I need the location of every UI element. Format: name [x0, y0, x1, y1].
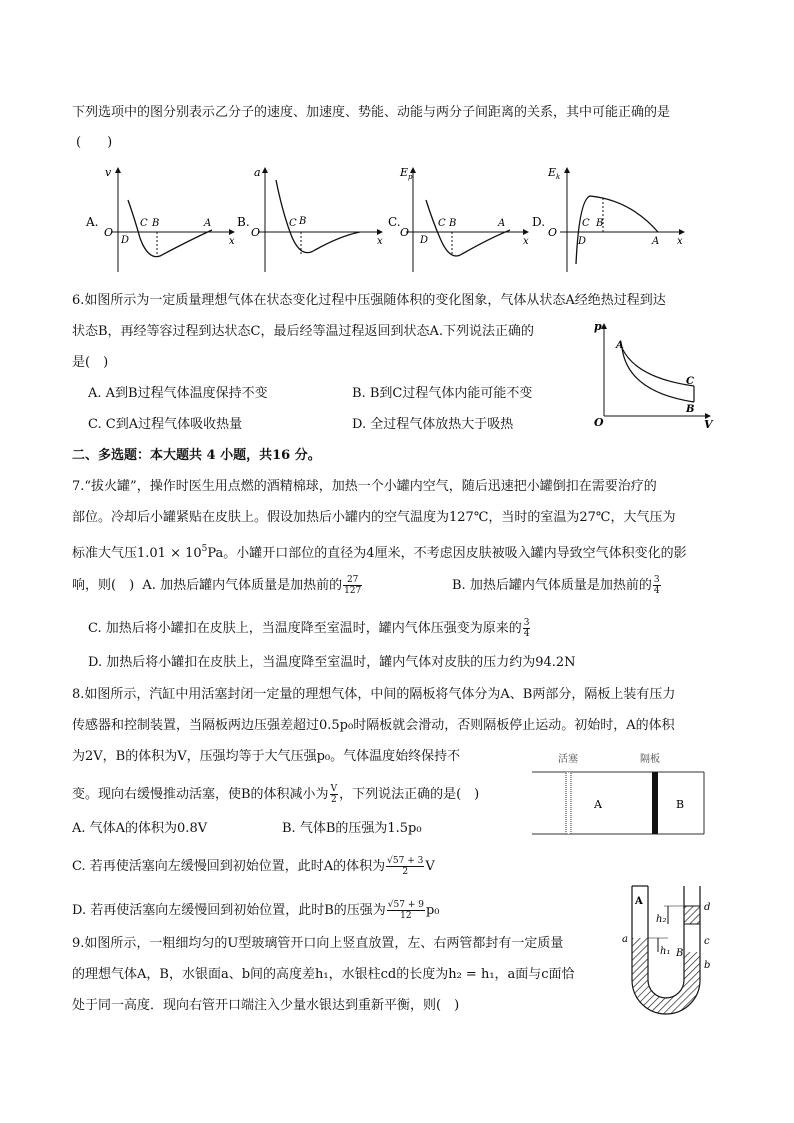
- svg-text:O: O: [594, 416, 604, 429]
- q8-line2: 传感器和控制装置，当隔板两边压强差超过0.5p₀时隔板就会滑动，否则隔板停止运动。初始时，A的体积: [72, 718, 675, 733]
- q8-line3: 为2V，B的体积为V，压强均等于大气压强p₀。气体温度始终保持不: [72, 749, 461, 764]
- svg-text:C: C: [140, 218, 148, 229]
- q8-line1: 8.如图所示，汽缸中用活塞封闭一定量的理想气体，中间的隔板将气体分为A、B两部分，隔板上装有压力: [72, 687, 676, 702]
- svg-text:B: B: [449, 218, 457, 229]
- svg-text:O: O: [400, 226, 410, 239]
- svg-text:C: C: [438, 218, 446, 229]
- svg-text:D: D: [420, 235, 429, 246]
- q8-option-a: A. 气体A的体积为0.8V: [72, 821, 208, 836]
- svg-text:C: C: [582, 218, 590, 229]
- divider-label: 隔板: [640, 754, 660, 765]
- svg-text:O: O: [104, 226, 114, 239]
- q6-option-c: C. C到A过程气体吸收热量: [88, 417, 243, 432]
- svg-text:A: A: [204, 218, 212, 229]
- q7-option-d: D. 加热后将小罐扣在皮肤上，当温度降至室温时，罐内气体对皮肤的压力约为94.2N: [88, 655, 576, 670]
- graph-b-acceleration: [237, 166, 383, 272]
- svg-text:x: x: [523, 236, 529, 247]
- svg-text:x: x: [229, 236, 235, 247]
- q8-option-b: B. 气体B的压强为1.5p₀: [282, 821, 422, 836]
- q6-line3: 是( ): [72, 355, 109, 370]
- piston: [566, 772, 571, 834]
- option-b-label: B.: [237, 215, 250, 229]
- q9-line1: 9.如图所示，一粗细均匀的U型玻璃管开口向上竖直放置，左、右两管都封有一定质量: [72, 936, 564, 951]
- q8-cylinder-figure: [528, 748, 728, 848]
- svg-text:O: O: [548, 226, 558, 239]
- q9-line2: 的理想气体A，B，水银面a、b间的高度差h₁，水银柱cd的长度为h₂ = h₁，a面与c面恰: [72, 967, 575, 982]
- section-2-heading: 二、多选题：本大题共 4 小题，共16 分。: [72, 448, 321, 463]
- svg-text:v: v: [105, 166, 112, 179]
- svg-text:b: b: [704, 960, 711, 971]
- q7-option-a: A. 加热后罐内气体质量是加热前的: [142, 578, 343, 593]
- svg-text:Ek: $E_k$: [548, 166, 561, 181]
- svg-text:A: A: [594, 798, 602, 811]
- q6-option-b: B. B到C过程气体内能可能不变: [352, 386, 533, 401]
- svg-text:D: D: [121, 235, 130, 246]
- svg-text:B: B: [676, 798, 685, 811]
- q7-line1: 7.“拔火罐”，操作时医生用点燃的酒精棉球，加热一个小罐内空气，随后迅速把小罐倒扣在需要治疗的: [72, 479, 657, 494]
- svg-text:c: c: [704, 936, 710, 947]
- svg-text:A: A: [652, 236, 660, 247]
- svg-text:a: a: [254, 166, 261, 179]
- piston-label: 活塞: [558, 754, 578, 765]
- svg-text:A: A: [498, 218, 506, 229]
- svg-text:a: a: [622, 934, 628, 945]
- svg-text:x: x: [377, 236, 383, 247]
- q7-line3: 标准大气压$1.01 \times 10^5Pa$。小罐开口部位的直径为4厘米，不考虑因皮肤被吸入罐内导致空气体积变化的影: [72, 544, 687, 561]
- option-d-label: D.: [532, 215, 546, 229]
- q6-line1: 6.如图所示为一定质量理想气体在状态变化过程中压强随体积的变化图象，气体从状态A经绝热过程到达: [72, 293, 666, 308]
- graph-d-kinetic-energy: [532, 166, 684, 272]
- graph-a-velocity: [85, 166, 235, 272]
- svg-text:B: B: [686, 404, 695, 415]
- q6-option-a: A. A到B过程气体温度保持不变: [88, 386, 268, 401]
- graph-c-potential-energy: [388, 166, 529, 272]
- q8-option-c: C. 若再使活塞向左缓慢回到初始位置，此时A的体积为 $\frac{√57 + 3}{2}$ V: [72, 856, 435, 877]
- svg-text:h₂: h₂: [656, 914, 667, 925]
- svg-text:D: D: [578, 236, 587, 247]
- svg-text:A: A: [616, 340, 624, 351]
- svg-text:h₁: h₁: [660, 946, 671, 957]
- q6-line2: 状态B，再经等容过程到达状态C，最后经等温过程返回到状态A.下列说法正确的: [72, 324, 535, 339]
- q5-stem: 下列选项中的图分别表示乙分子的速度、加速度、势能、动能与两分子间距离的关系，其中可能正确的是: [72, 105, 671, 120]
- q9-line3: 处于同一高度．现向右管开口端注入少量水银达到重新平衡，则( ): [72, 998, 460, 1013]
- divider: [652, 772, 658, 834]
- option-a-label: A.: [86, 215, 99, 229]
- svg-text:d: d: [704, 902, 711, 913]
- q7-line4: 响，则( ) A. 加热后罐内气体质量是加热前的 $\frac{27}{127}$: [72, 575, 362, 596]
- q8-option-d: D. 若再使活塞向左缓慢回到初始位置，此时B的压强为 $\frac{√57 + 9}{12}$ p₀: [72, 900, 440, 921]
- q7-option-b: B. 加热后罐内气体质量是加热前的 $\frac{3}{4}$: [452, 575, 660, 596]
- svg-text:x: x: [677, 236, 683, 247]
- svg-text:Ep: $E_p$: [400, 166, 413, 181]
- svg-text:C: C: [289, 218, 297, 229]
- q7-option-c: C. 加热后将小罐扣在皮肤上，当温度降至室温时，罐内气体压强变为原来的 $\frac{3}{4}$: [88, 618, 530, 639]
- svg-text:V: V: [704, 418, 713, 431]
- q6-option-d: D. 全过程气体放热大于吸热: [352, 417, 514, 432]
- q8-line4: 变。现向右缓慢推动活塞，使B的体积减小为 $\frac{V}{2}$ ，下列说法正确的是( ): [72, 784, 480, 805]
- svg-text:B: B: [152, 218, 160, 229]
- q5-answer-paren: ( ): [76, 135, 113, 150]
- q7-line2: 部位。冷却后小罐紧贴在皮肤上。假设加热后小罐内的空气温度为127℃，当时的室温为27℃，大气压为: [72, 510, 676, 525]
- svg-text:p: p: [594, 320, 602, 333]
- svg-text:B: B: [596, 218, 604, 229]
- q6-pv-diagram: [592, 318, 732, 430]
- svg-text:C: C: [686, 376, 694, 387]
- q5-graphs: [0, 160, 794, 290]
- q9-u-tube-figure: [620, 880, 720, 1020]
- svg-text:B: B: [676, 948, 684, 959]
- svg-text:B: B: [299, 216, 307, 227]
- option-c-label: C.: [388, 215, 401, 229]
- svg-text:O: O: [251, 226, 261, 239]
- svg-text:A: A: [635, 896, 643, 907]
